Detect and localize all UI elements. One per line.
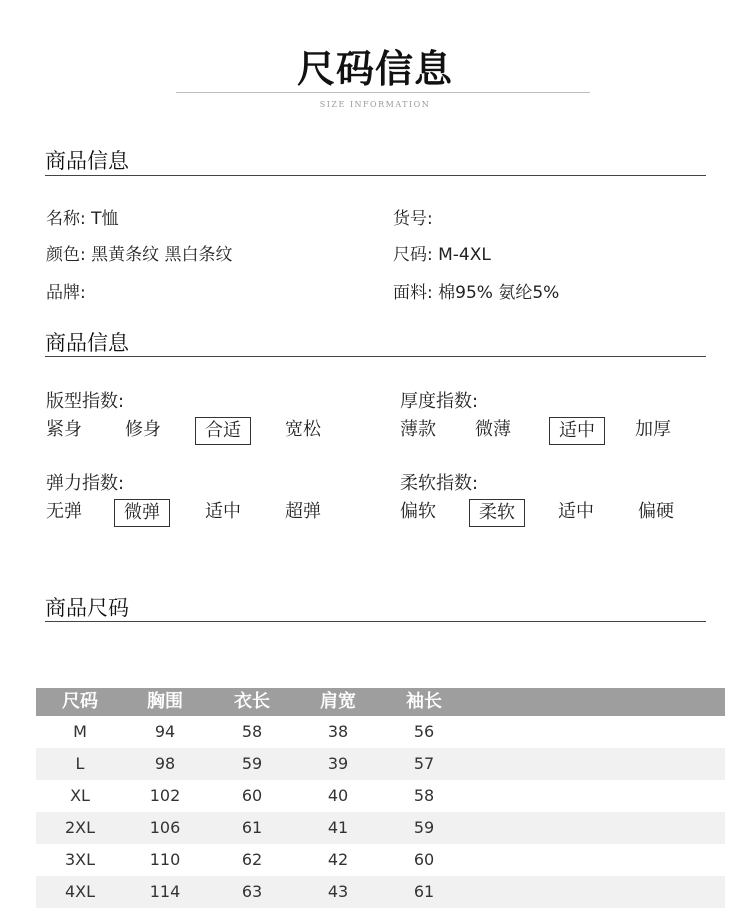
softness-option-selected: 柔软 bbox=[469, 499, 525, 527]
table-cell: 60 bbox=[241, 786, 263, 805]
fit-index-label: 版型指数: bbox=[46, 391, 125, 412]
product-brand: 品牌: bbox=[46, 283, 86, 303]
table-cell: 58 bbox=[413, 786, 435, 805]
table-row bbox=[36, 716, 725, 748]
softness-option: 偏硬 bbox=[638, 501, 674, 522]
product-item-no: 货号: bbox=[393, 209, 433, 229]
table-cell: 63 bbox=[241, 882, 263, 901]
table-cell: 38 bbox=[327, 722, 349, 741]
page-subtitle: SIZE INFORMATION bbox=[319, 100, 431, 109]
thickness-option: 加厚 bbox=[635, 419, 671, 440]
thickness-option-selected: 适中 bbox=[549, 417, 605, 445]
table-cell: L bbox=[75, 754, 85, 773]
table-cell: 110 bbox=[149, 850, 181, 869]
elasticity-option-selected: 微弹 bbox=[114, 499, 170, 527]
size-section-heading: 商品尺码 bbox=[45, 596, 129, 620]
product-size-range: 尺码: M-4XL bbox=[393, 245, 491, 265]
table-row bbox=[36, 780, 725, 812]
product-index-divider bbox=[45, 356, 706, 357]
header-cell: 尺码 bbox=[62, 691, 98, 712]
table-cell: 98 bbox=[154, 754, 176, 773]
product-name: 名称: T恤 bbox=[46, 209, 119, 229]
table-cell: 41 bbox=[327, 818, 349, 837]
title-divider bbox=[176, 92, 590, 93]
table-cell: 58 bbox=[241, 722, 263, 741]
product-info-divider bbox=[45, 175, 706, 176]
thickness-option: 薄款 bbox=[400, 419, 436, 440]
table-cell: 94 bbox=[154, 722, 176, 741]
fit-option: 宽松 bbox=[285, 419, 321, 440]
elasticity-option: 超弹 bbox=[285, 501, 321, 522]
table-cell: 60 bbox=[413, 850, 435, 869]
fit-option: 修身 bbox=[125, 419, 161, 440]
table-row bbox=[36, 844, 725, 876]
elasticity-option: 适中 bbox=[205, 501, 241, 522]
size-table-header bbox=[36, 688, 725, 716]
table-cell: 4XL bbox=[64, 882, 96, 901]
page-title: 尺码信息 bbox=[296, 47, 453, 91]
fit-option-selected: 合适 bbox=[195, 417, 251, 445]
table-cell: 59 bbox=[241, 754, 263, 773]
table-cell: 106 bbox=[149, 818, 181, 837]
table-cell: 43 bbox=[327, 882, 349, 901]
table-cell: 57 bbox=[413, 754, 435, 773]
product-info-heading: 商品信息 bbox=[45, 149, 129, 173]
table-cell: 61 bbox=[241, 818, 263, 837]
table-row bbox=[36, 748, 725, 780]
elasticity-option: 无弹 bbox=[46, 501, 82, 522]
table-cell: 3XL bbox=[64, 850, 96, 869]
softness-option: 适中 bbox=[558, 501, 594, 522]
table-cell: 42 bbox=[327, 850, 349, 869]
table-cell: 56 bbox=[413, 722, 435, 741]
thickness-option: 微薄 bbox=[475, 419, 511, 440]
table-cell: XL bbox=[70, 786, 90, 805]
table-cell: 2XL bbox=[64, 818, 96, 837]
product-fabric: 面料: 棉95% 氨纶5% bbox=[393, 283, 560, 303]
table-cell: 40 bbox=[327, 786, 349, 805]
product-color: 颜色: 黑黄条纹 黑白条纹 bbox=[46, 245, 233, 265]
size-section-divider bbox=[45, 621, 706, 622]
table-cell: 114 bbox=[149, 882, 181, 901]
table-cell: M bbox=[73, 722, 87, 741]
header-cell: 肩宽 bbox=[320, 691, 356, 712]
header-cell: 衣长 bbox=[234, 691, 270, 712]
fit-option: 紧身 bbox=[46, 419, 82, 440]
softness-option: 偏软 bbox=[400, 501, 436, 522]
softness-index-label: 柔软指数: bbox=[400, 473, 479, 494]
header-cell: 胸围 bbox=[147, 691, 183, 712]
table-cell: 62 bbox=[241, 850, 263, 869]
product-index-heading: 商品信息 bbox=[45, 331, 129, 355]
table-cell: 61 bbox=[413, 882, 435, 901]
table-row bbox=[36, 812, 725, 844]
table-row bbox=[36, 876, 725, 908]
table-cell: 59 bbox=[413, 818, 435, 837]
thickness-index-label: 厚度指数: bbox=[400, 391, 479, 412]
table-cell: 102 bbox=[149, 786, 181, 805]
elasticity-index-label: 弹力指数: bbox=[46, 473, 125, 494]
header-cell: 袖长 bbox=[406, 691, 442, 712]
table-cell: 39 bbox=[327, 754, 349, 773]
size-table bbox=[36, 688, 725, 908]
